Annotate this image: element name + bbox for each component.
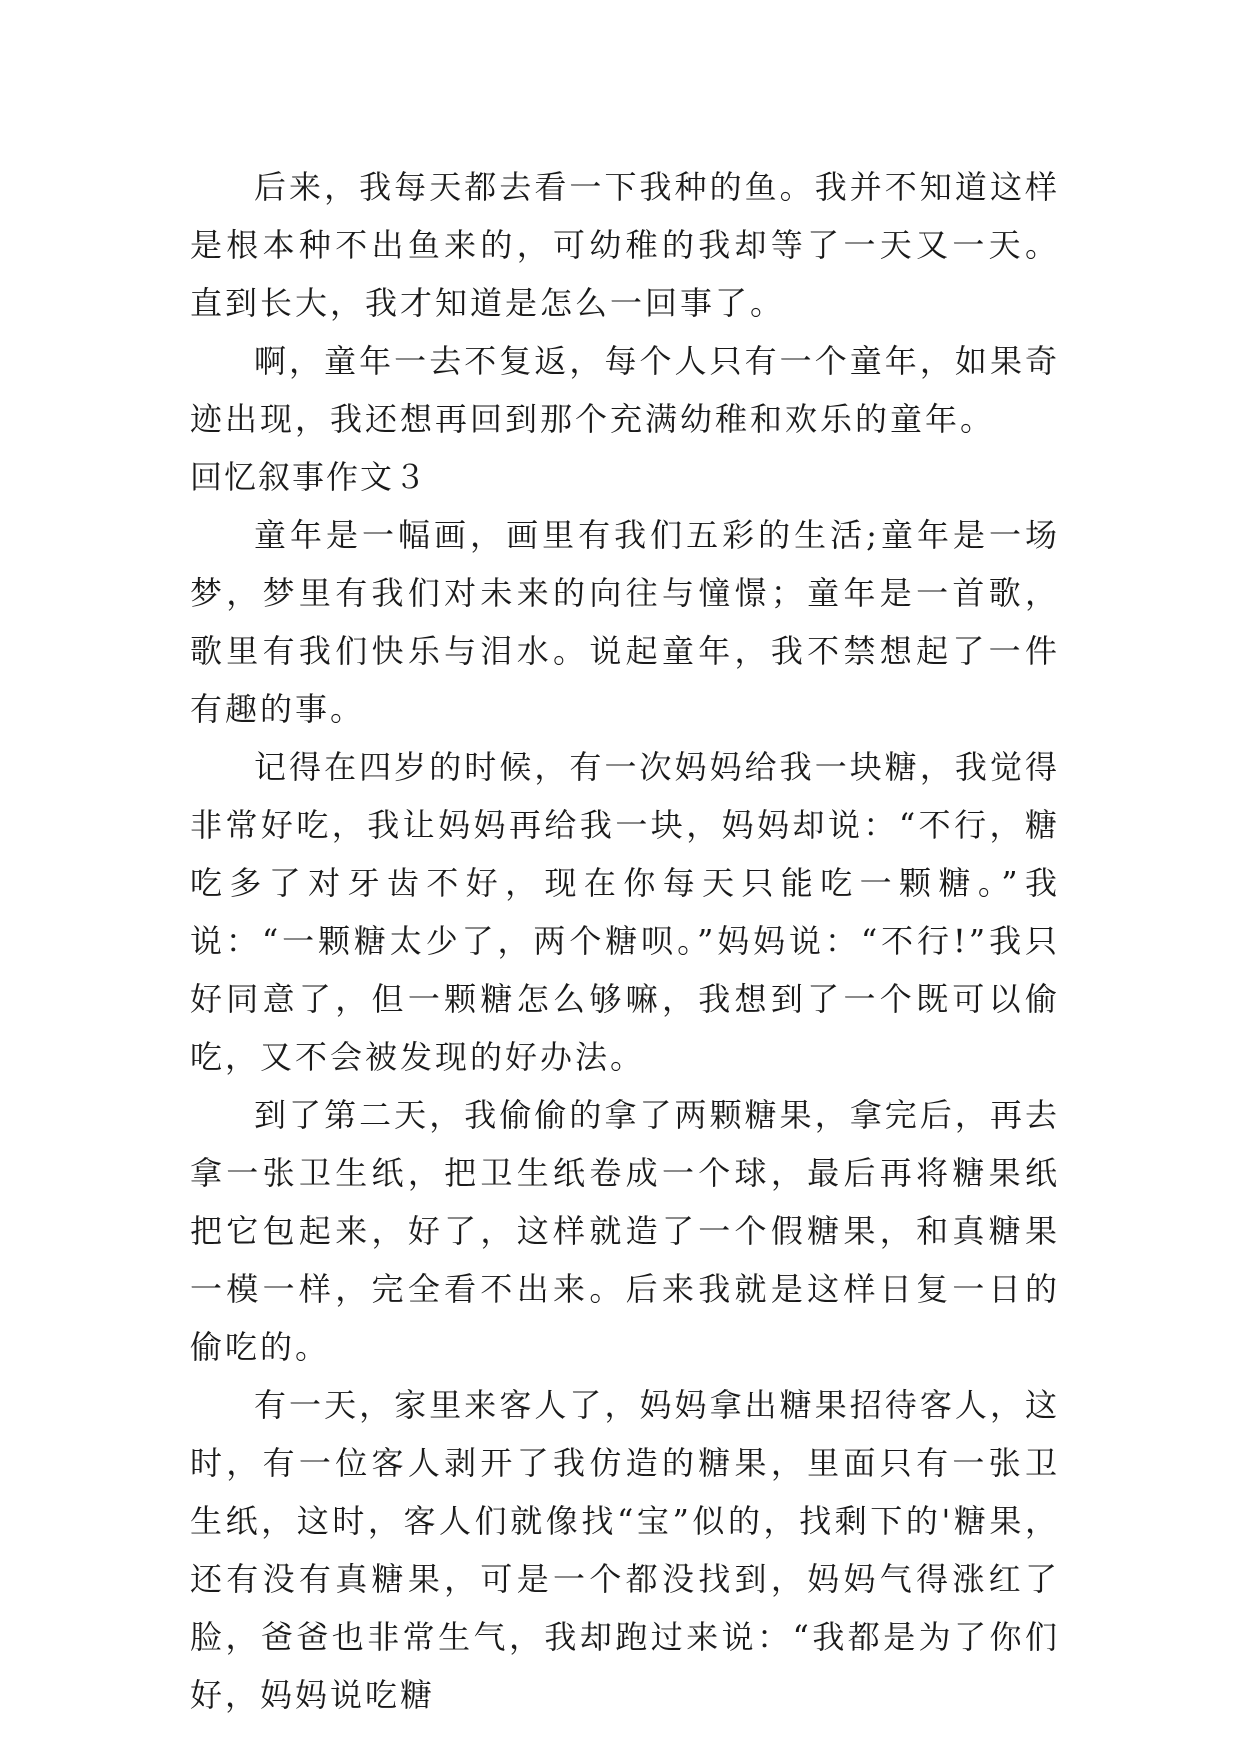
paragraph: 后来，我每天都去看一下我种的鱼。我并不知道这样是根本种不出鱼来的，可幼稚的我却等了一天又一天。直到长大，我才知道是怎么一回事了。 — [190, 168, 1060, 322]
document-body — [190, 158, 1060, 1724]
section-heading: 回忆叙事作文３ — [190, 458, 429, 496]
paragraph: 记得在四岁的时候，有一次妈妈给我一块糖，我觉得非常好吃，我让妈妈再给我一块，妈妈却说：“不行，糖吃多了对牙齿不好，现在你每天只能吃一颗糖。”我说：“一颗糖太少了，两个糖呗。”妈妈说：“不行!”我只好同意了，但一颗糖怎么够嘛，我想到了一个既可以偷吃，又不会被发现的好办法。 — [190, 748, 1060, 1076]
paragraph: 有一天，家里来客人了，妈妈拿出糖果招待客人，这时，有一位客人剥开了我仿造的糖果，里面只有一张卫生纸，这时，客人们就像找“宝”似的，找剩下的'糖果，还有没有真糖果，可是一个都没找到，妈妈气得涨红了脸，爸爸也非常生气，我却跑过来说：“我都是为了你们好，妈妈说吃糖 — [190, 1386, 1060, 1714]
paragraph: 童年是一幅画，画里有我们五彩的生活;童年是一场梦，梦里有我们对未来的向往与憧憬；童年是一首歌，歌里有我们快乐与泪水。说起童年，我不禁想起了一件有趣的事。 — [190, 516, 1060, 728]
paragraph: 啊，童年一去不复返，每个人只有一个童年，如果奇迹出现，我还想再回到那个充满幼稚和欢乐的童年。 — [190, 342, 1060, 438]
paragraph: 到了第二天，我偷偷的拿了两颗糖果，拿完后，再去拿一张卫生纸，把卫生纸卷成一个球，最后再将糖果纸把它包起来，好了，这样就造了一个假糖果，和真糖果一模一样，完全看不出来。后来我就是这样日复一日的偷吃的。 — [190, 1096, 1060, 1366]
